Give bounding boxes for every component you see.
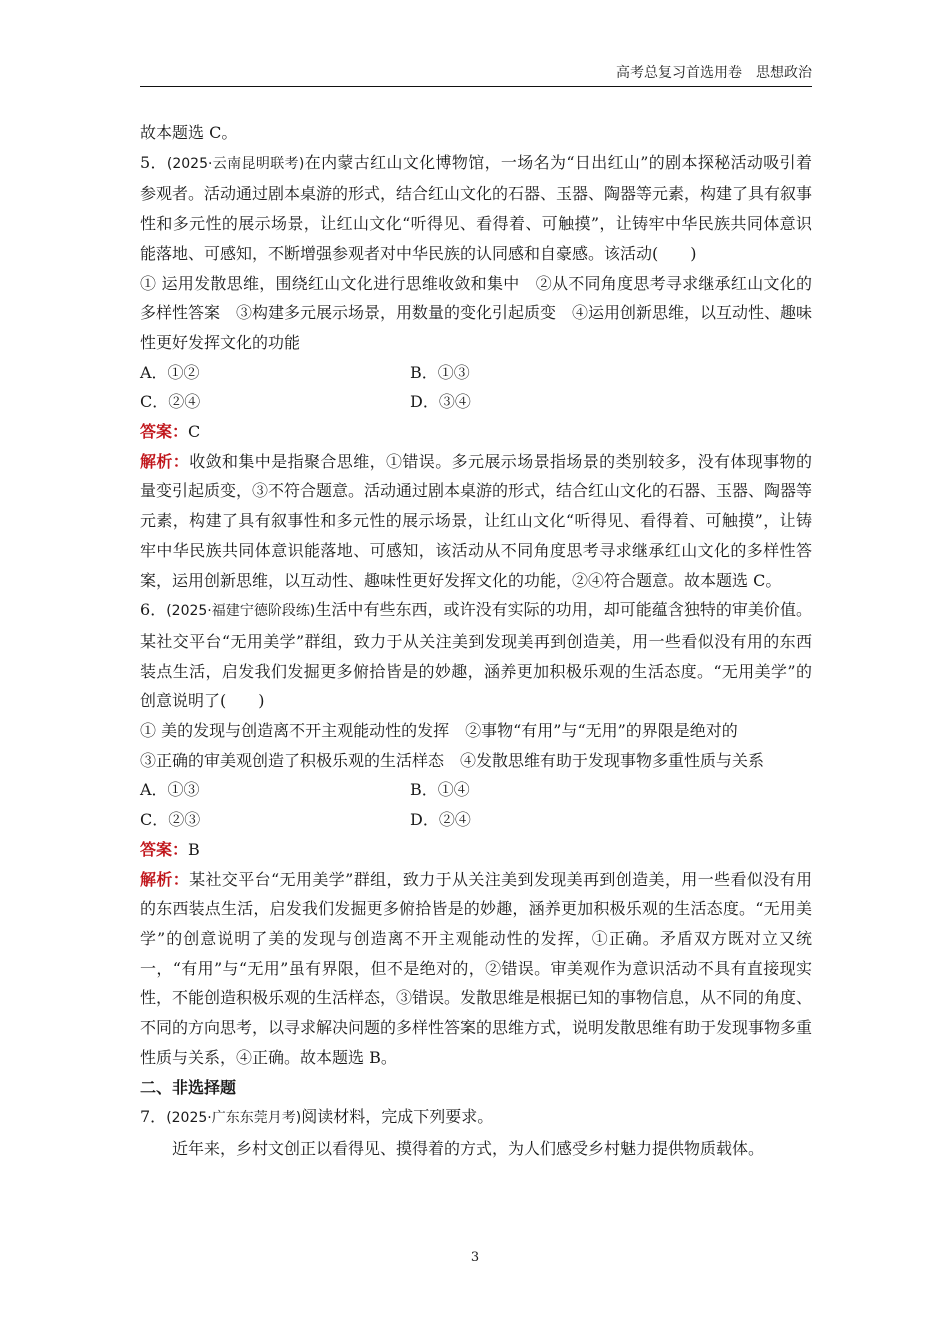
question-5-answer [140,417,812,447]
option-d: D．②④ [410,810,471,830]
question-7-material: 近年来，乡村文创正以看得见、摸得着的方式，为人们感受乡村魅力提供物质载体。 [172,1138,765,1158]
question-number: 5． [140,152,167,172]
question-5 [140,148,812,596]
question-text: 阅读材料，完成下列要求。 [301,1107,494,1127]
answer-value: C [188,422,201,442]
question-7 [140,1102,812,1163]
analysis-text: 收敛和集中是指聚合思维，①错误。多元展示场景指场景的类别较多，没有体现事物的量变引起质变，③不符合题意。活动通过剧本桌游的形式，结合红山文化的石器、玉器、陶器等元素，构建了具有叙事性和多元性的展示场景，让红山文化“听得见、看得着、可触摸”，让铸牢中华民族共同体意识能落地、可感知，该活动从不同角度思考寻求继承红山文化的多样性答案，运用创新思维，以互动性、趣味性更好发挥文化的功能，②④符合题意。故本题选 C。 [140,451,813,590]
analysis-label: 解析： [140,451,190,471]
header-divider [140,86,812,87]
options-row-1 [140,775,812,805]
question-5-stem [140,148,812,269]
option-b: B．①④ [410,780,470,800]
options-row-1 [140,358,812,388]
question-6-analysis [140,865,812,1073]
question-source: (2025·云南昆明联考) [166,155,305,172]
question-5-analysis [140,447,812,596]
question-5-statements: ① 运用发散思维，围绕红山文化进行思维收敛和集中 ②从不同角度思考寻求继承红山文化的多样性答案 ③构建多元展示场景，用数量的变化引起质变 ④运用创新思维，以互动性、趣味性更好发挥文化的功能 [140,273,813,352]
question-6-answer [140,835,812,865]
option-d: D．③④ [410,392,471,412]
question-number: 6． [140,600,167,620]
question-6-statement-line-1: ① 美的发现与创造离不开主观能动性的发挥 ②事物“有用”与“无用”的界限是绝对的 [140,721,738,741]
section-heading: 二、非选择题 [140,1077,237,1097]
question-6-stem [140,595,812,716]
question-source: (2025·福建宁德阶段练) [166,603,316,620]
question-number: 7． [140,1107,167,1127]
answer-label: 答案： [140,422,189,442]
option-c: C．②③ [140,810,201,830]
option-b: B．①③ [410,362,470,382]
question-7-stem [140,1102,812,1134]
options-row-2 [140,387,812,417]
question-source: (2025·广东东莞月考) [166,1110,302,1127]
analysis-label: 解析： [140,869,190,889]
answer-label: 答案： [140,839,189,859]
page-number: 3 [470,1250,480,1265]
options-row-2 [140,805,812,835]
question-6 [140,595,812,1072]
option-a: A．①② [140,362,200,382]
running-header: 高考总复习首选用卷 思想政治 [616,65,812,81]
answer-value: B [188,839,200,859]
page-content [140,118,812,1164]
previous-conclusion: 故本题选 C。 [140,123,238,142]
question-6-statement-line-2: ③正确的审美观创造了积极乐观的生活样态 ④发散思维有助于发现事物多重性质与关系 [140,750,765,770]
analysis-text: 某社交平台“无用美学”群组，致力于从关注美到发现美再到创造美，用一些看似没有用的东西装点生活，启发我们发掘更多俯拾皆是的妙趣，涵养更加积极乐观的生活态度。“无用美学”的创意说明了美的发现与创造离不开主观能动性的发挥，①正确。矛盾双方既对立又统一，“有用”与“无用”虽有界限，但不是绝对的，②错误。审美观作为意识活动不具有直接现实性，不能创造积极乐观的生活样态，③错误。发散思维是根据已知的事物信息，从不同的角度、不同的方向思考，以寻求解决问题的多样性答案的思维方式，说明发散思维有助于发现事物多重性质与关系，④正确。故本题选 B。 [140,869,813,1067]
option-a: A．①③ [140,780,200,800]
question-text: 在内蒙古红山文化博物馆，一场名为“日出红山”的剧本探秘活动吸引着参观者。活动通过剧本桌游的形式，结合红山文化的石器、玉器、陶器等元素，构建了具有叙事性和多元性的展示场景，让红山文化“听得见、看得着、可触摸”，让铸牢中华民族共同体意识能落地、可感知，不断增强参观者对中华民族的认同感和自豪感。该活动( ) [140,152,813,263]
question-text: 生活中有些东西，或许没有实际的功用，却可能蕴含独特的审美价值。某社交平台“无用美学”群组，致力于从关注美到发现美再到创造美，用一些看似没有用的东西装点生活，启发我们发掘更多俯拾皆是的妙趣，涵养更加积极乐观的生活态度。“无用美学”的创意说明了( ) [140,600,812,711]
option-c: C．②④ [140,392,201,412]
